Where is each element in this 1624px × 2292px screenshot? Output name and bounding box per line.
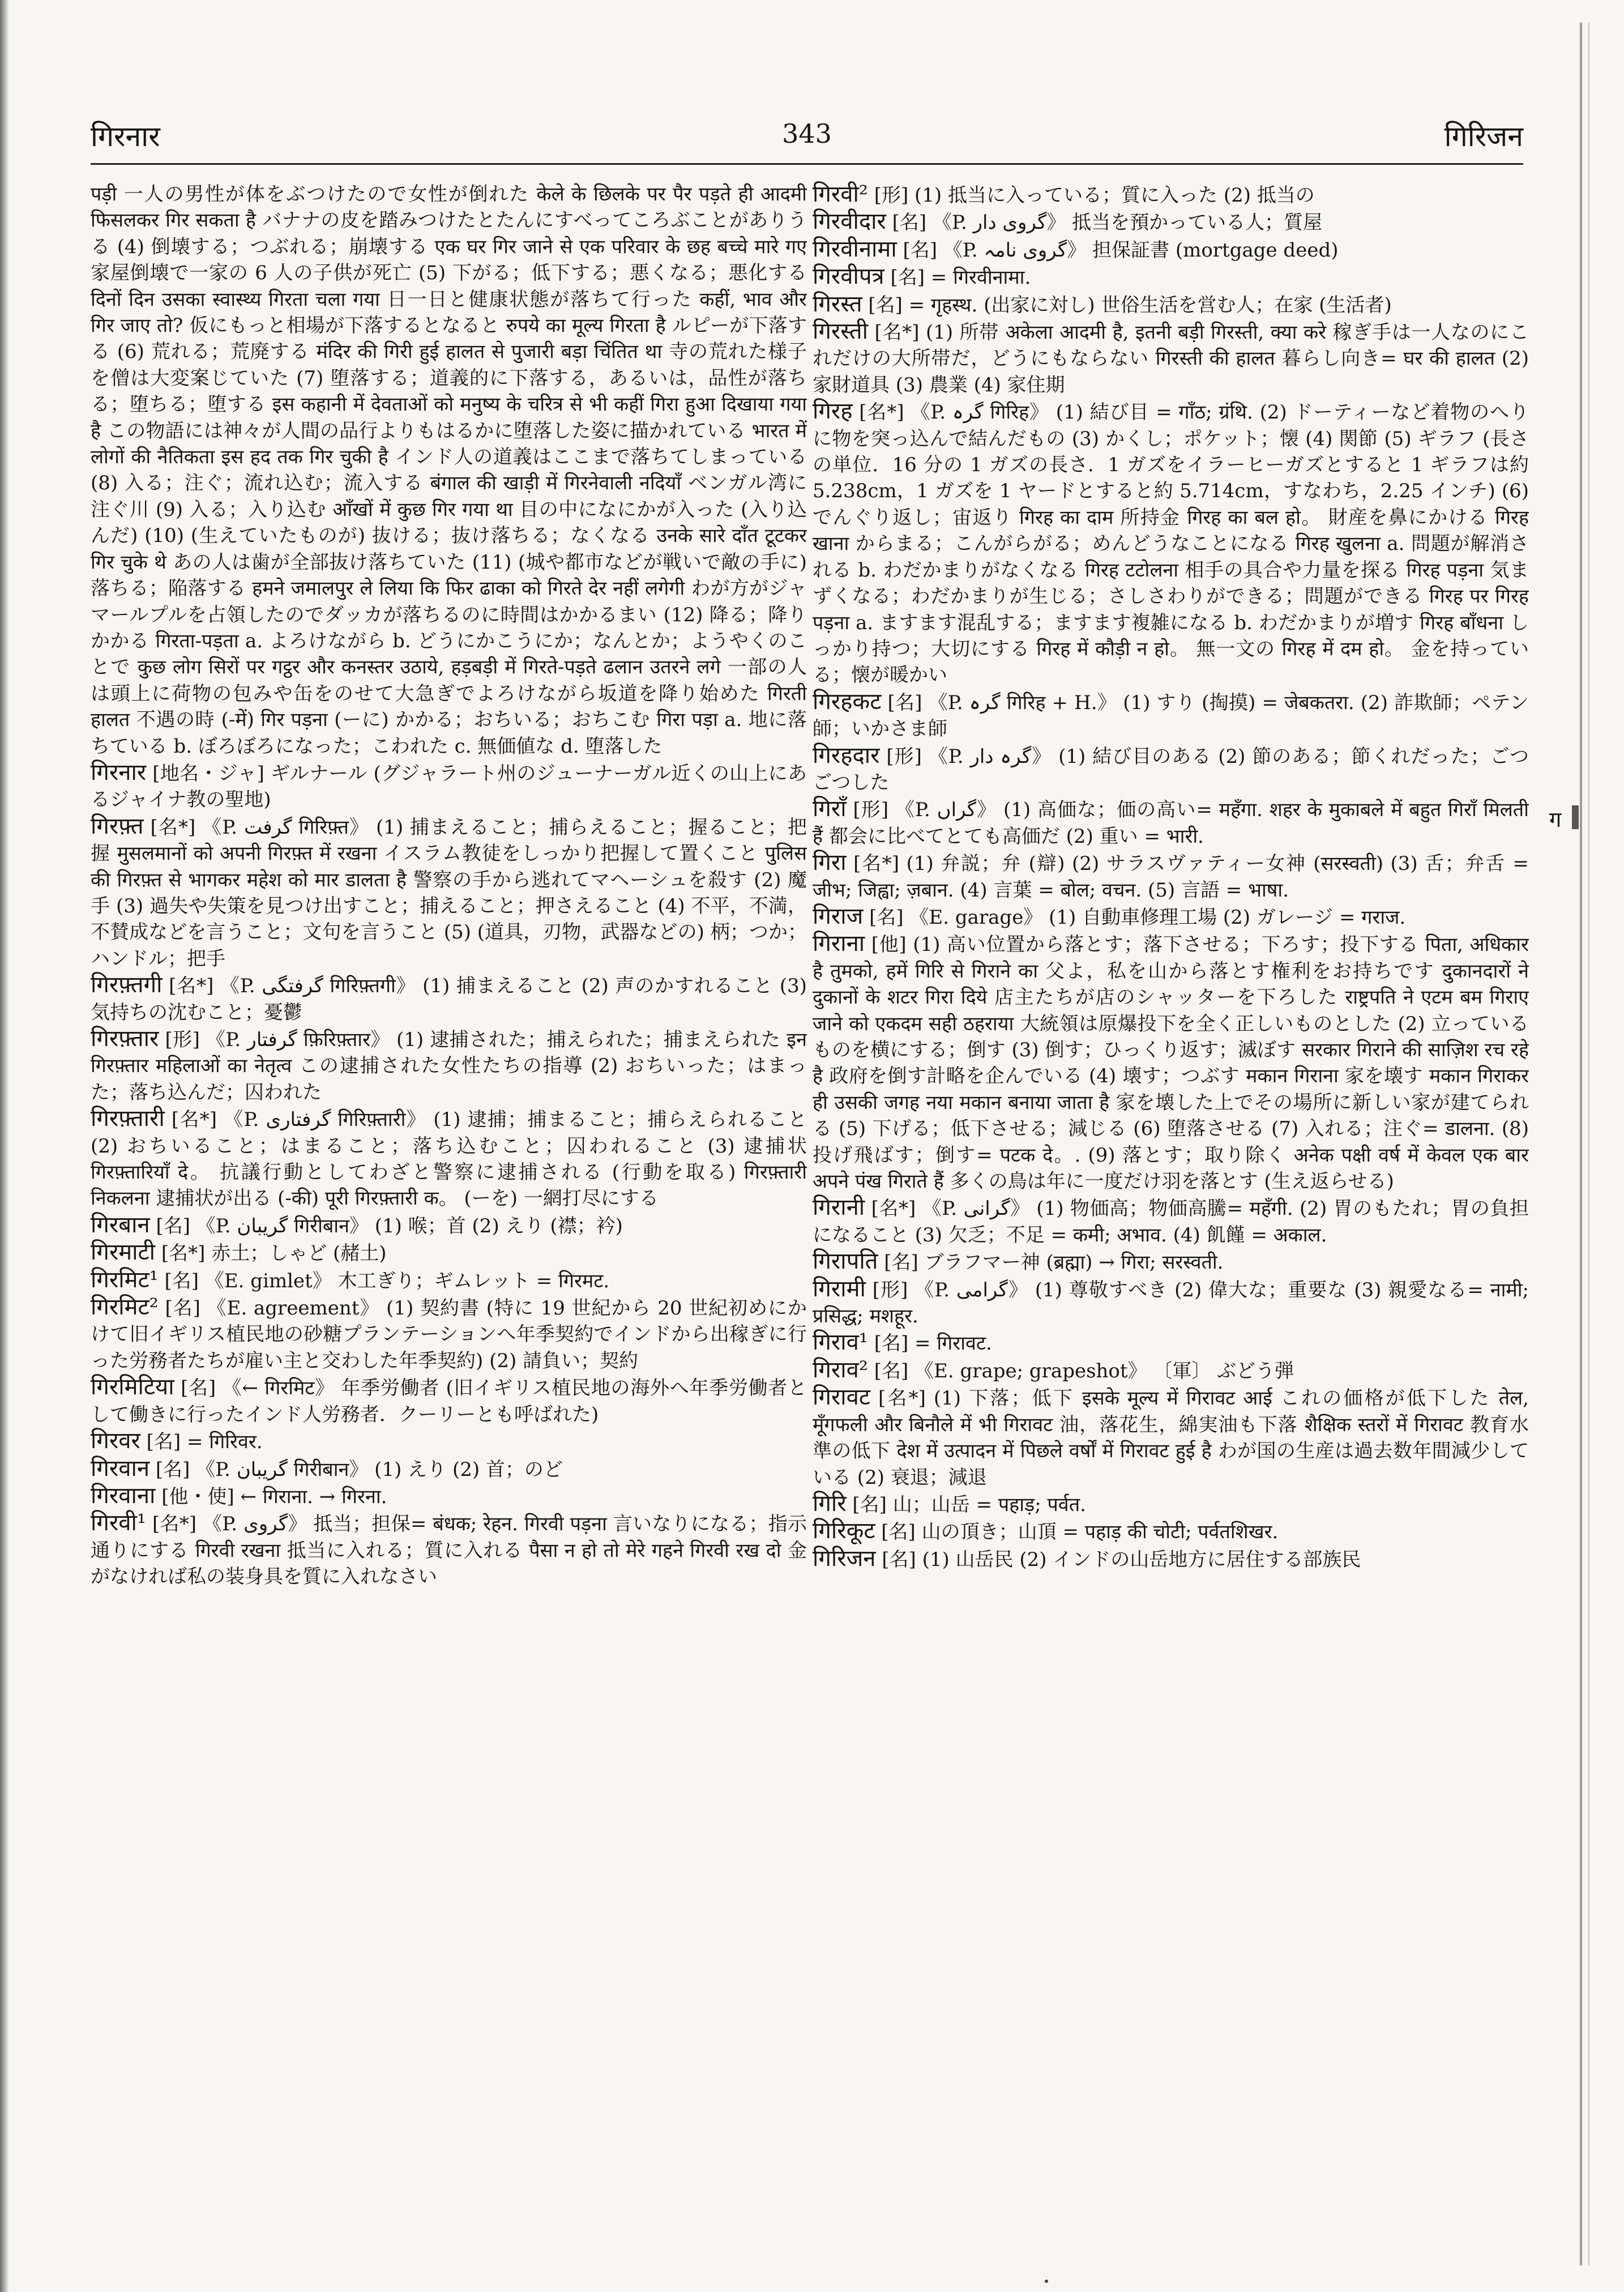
entry-definition: [名*] 赤土；しゃど (赭土): [161, 1242, 387, 1265]
entry-definition: [名] 《P. گروی نامہ》 担保証書 (mortgage deed): [903, 238, 1339, 262]
entry-headword: गिरामी: [813, 1275, 866, 1302]
entry-definition: [名] 《E. agreement》 (1) 契約書 (特に 19 世紀から 20 世紀初めにかけて旧イギリス植民地の砂糖プランテーションへ年季契約でインドから出稼ぎに行った労務者たちが雇い主と交わした年季契約) (2) 請負い；契約: [91, 1297, 807, 1372]
entry-headword: गिरानी: [813, 1194, 865, 1221]
dictionary-entry: [813, 291, 1529, 318]
dictionary-entry: [813, 1384, 1529, 1491]
entry-definition: पड़ी 一人の男性が体をぶつけたので女性が倒れた केले के छिलके पर पैर पड़ते ही आदमी फिसलकर गिर सकता है バナナの皮を踏みつけたとたんにすべってころぶことがありうる (4) 倒壊する；つぶれる；崩壊する एक घर गिर जाने से एक परिवार के छह बच्चे मारे गए 家屋倒壊で一家の 6 人の子供が死亡 (5) 下がる；低下する；悪くなる；悪化する दिनों दिन उसका स्वास्थ्य गिरता चला गया 日一日と健康状態が落ちて行った कहीं, भाव और गिर जाए तो? 仮にもっと相場が下落するとなると रुपये का मूल्य गिरता है ルピーが下落する (6) 荒れる；荒廃する मंदिर की गिरी हुई हालत से पुजारी बड़ा चिंतित था 寺の荒れた様子を僧は大変案じていた (7) 堕落する；道義的に下落する，あるいは，品性が落ちる；堕ちる；堕する इस कहानी में देवताओं को मनुष्य के चरित्र से भी कहीं गिरा हुआ दिखाया गया है この物語には神々が人間の品行よりもはるかに堕落した姿に描かれている भारत में लोगों की नैतिकता इस हद तक गिर चुकी है インド人の道義はここまで落ちてしまっている (8) 入る；注ぐ；流れ込む；流入する बंगाल की खाड़ी में गिरनेवाली नदियाँ ベンガル湾に注ぐ川 (9) 入る；入り込む आँखों में कुछ गिर गया था 目の中になにかが入った (入り込んだ) (10) (生えていたものが) 抜ける；抜け落ちる；なくなる उनके सारे दाँत टूटकर गिर चुके थे あの人は歯が全部抜け落ちていた (11) (城や都市などが戦いで敵の手に) 落ちる；陥落する हमने जमालपुर ले लिया कि फिर ढाका को गिरते देर नहीं लगेगी わが方がジャマールプルを占領したのでダッカが落ちるのに時間はかかるまい (12) 降る；降りかかる गिरता-पड़ता a. よろけながら b. どうにかこうにか；なんとか；ようやくのことで कुछ लोग सिरों पर गट्ठर और कनस्तर उठाये, हड़बड़ी में गिरते-पड़ते ढलान उतरने लगे 一部の人は頭上に荷物の包みや缶をのせて大急ぎでよろけながら坂道を降り始めた गिरती हालत 不遇の時 (-में) गिर पड़ना (ーに) かかる；おちいる；おちこむ गिरा पड़ा a. 地に落ちている b. ぼろぼろになった；こわれた c. 無価値な d. 堕落した: [91, 183, 807, 758]
entry-headword: गिरवीनामा: [813, 236, 897, 262]
entry-definition: [名] 《E. garage》 (1) 自動車修理工場 (2) ガレージ = गराज.: [869, 906, 1406, 929]
entry-headword: गिरस्ती: [813, 318, 868, 345]
right-column: [813, 181, 1529, 2243]
entry-definition: [名] ブラフマー神 (ब्रह्मा) → गिरा; सरस्वती.: [884, 1251, 1224, 1274]
dictionary-entry: [91, 1267, 807, 1294]
entry-headword: गिराव¹: [813, 1329, 868, 1356]
entry-definition: [名] 《P. گریبان गिरीबान》 (1) 喉；首 (2) えり (襟；衿): [156, 1214, 623, 1237]
entry-definition: [名*] 《P. گرفت गिरिफ़्त》 (1) 捕まえること；捕らえること；握ること；把握 मुसलमानों को अपनी गिरफ़्त में रखना イスラム教徒をしっかり把握して置くこと पुलिस की गिरफ़्त से भागकर महेश को मार डालता है 警察の手から逃れてマヘーシュを殺す (2) 魔手 (3) 過失や失策を見つけ出すこと；捕えること；押さえること (4) 不平，不満，不賛成などを言うこと；文句を言うこと (5) (道具，刃物，武器などの) 柄；つか；ハンドル；把手: [91, 816, 807, 970]
dictionary-entry: [813, 1194, 1529, 1248]
entry-definition: [名*] (1) 下落；低下 इसके मूल्य में गिरावट आई これの価格が低下した तेल, मूँगफली और बिनौले में भी गिरावट 油，落花生，綿実油も下落 शैक्षिक स्तरों में गिरावट 教育水準の低下 देश में उत्पादन में पिछले वर्षों में गिरावट हुई है わが国の生産は過去数年間減少している (2) 衰退；減退: [813, 1387, 1529, 1489]
dictionary-entry: [813, 742, 1529, 796]
entry-definition: [名*] 《P. گرفتگی गिरिफ़्तगी》 (1) 捕まえること (2) 声のかすれること (3) 気持ちの沈むこと；憂鬱: [91, 975, 807, 1024]
dictionary-entry: [91, 1374, 807, 1428]
dictionary-entry: [91, 759, 807, 813]
entry-headword: गिरा: [813, 850, 847, 876]
entry-definition: [名] = गृहस्थ. (出家に対し) 世俗生活を営む人；在家 (生活者): [868, 293, 1392, 317]
entry-definition: [名] 《P. گروی دار》 抵当を預かっている人；質屋: [892, 211, 1323, 234]
entry-headword: गिराना: [813, 931, 865, 957]
dictionary-entry: [813, 1518, 1529, 1545]
entry-headword: गिरवीपत्र: [813, 263, 884, 290]
entry-definition: [名] 山の頂き；山頂 = पहाड़ की चोटी; पर्वतशिखर.: [881, 1521, 1279, 1544]
left-column: [91, 181, 807, 2243]
entry-headword: गिरह: [813, 398, 853, 425]
entry-headword: गिरहकट: [813, 688, 882, 715]
entry-headword: गिराँ: [813, 796, 847, 822]
entry-definition: [地名・ジャ] ギルナール (グジャラート州のジューナーガル近くの山上にあるジャイナ教の聖地): [91, 762, 807, 812]
scan-edge-right: [1580, 23, 1582, 2265]
dictionary-entry: [91, 972, 807, 1026]
dictionary-entry: [813, 398, 1529, 688]
dictionary-entry: [91, 1026, 807, 1106]
entry-definition: [名] 山；山岳 = पहाड़; पर्वत.: [852, 1493, 1086, 1516]
dictionary-entry: [813, 1329, 1529, 1356]
dictionary-entry: [813, 903, 1529, 931]
page-number: 343: [782, 118, 832, 149]
dictionary-entry: [91, 1212, 807, 1239]
entry-headword: गिरफ़्तार: [91, 1026, 159, 1052]
dictionary-entry: [813, 1491, 1529, 1518]
dictionary-entry: [813, 796, 1529, 850]
entry-headword: गिरवान: [91, 1455, 150, 1482]
entry-headword: गिरफ़्त: [91, 813, 144, 839]
entry-headword: गिरवी²: [813, 181, 868, 207]
entry-definition: [他] (1) 高い位置から落とす；落下させる；下ろす；投下する पिता, अधिकार है तुमको, हमें गिरि से गिराने का 父よ，私を山から落とす権利をお持ちです दुकानदारों ने दुकानों के शटर गिरा दिये 店主たちが店のシャッターを下ろした राष्ट्रपति ने एटम बम गिराए जाने को एकदम सही ठहराया 大統領は原爆投下を全く正しいものとした (2) 立っているものを横にする；倒す (3) 倒す；ひっくり返す；滅ぼす सरकार गिराने की साज़िश रच रहे है 政府を倒す計略を企んでいる (4) 壊す；つぶす मकान गिराना 家を壊す मकान गिराकर ही उसकी जगह नया मकान बनाया जाता है 家を壊した上でその場所に新しい家が建てられる (5) 下げる；低下させる；減じる (6) 堕落させる (7) 入れる；注ぐ= डालना. (8) 投げ飛ばす；倒す= पटक दे。. (9) 落とす；取り除く अनेक पक्षी वर्ष में केवल एक बार अपने पंख गिराते हैं 多くの鳥は年に一度だけ羽を落とす (生え返らせる): [813, 933, 1529, 1193]
scan-edge-right-inner: [1588, 23, 1589, 2265]
dictionary-entry: [813, 1276, 1529, 1330]
dictionary-entry: [91, 1106, 807, 1212]
entry-definition: [名*] 《P. گرہ गिरिह》 (1) 結び目 = गाँठ; ग्रंथि. (2) ドーティーなど着物のへりに物を突っ込んで結んだもの (3) かくし；ポケット；懐 (4) 関節 (5) ギラフ (長さの単位．16 分の 1 ガズの長さ．1 ガズをイラーヒーガズとすると 1 ギラフは約 5.238cm，1 ガズを 1 ヤードとすると約 5.714cm，すなわち，2.25 インチ) (6) でんぐり返し；宙返り गिरह का दाम 所持金 गिरह का बल हो。 財産を鼻にかける गिरह खाना からまる；こんがらがる；めんどうなことになる गिरह खुलना a. 問題が解消される b. わだかまりがなくなる गिरह टटोलना 相手の具合や力量を探る गिरह पड़ना 気まずくなる；わだかまりが生じる；さしさわりができる；問題ができる गिरह पर गिरह पड़ना a. ますます混乱する；ますます複雑になる b. わだかまりが増す गिरह बाँधना しっかり持つ；大切にする गिरह में कौड़ी न हो。 無一文の गिरह में दम हो。 金を持っている；懐が暖かい: [813, 401, 1529, 687]
entry-headword: गिरमिट¹: [91, 1266, 159, 1293]
scan-dot: [1045, 2280, 1048, 2283]
entry-definition: [名*] (1) 弁説；弁 (辯) (2) サラスヴァティー女神 (सरस्वती) (3) 舌；弁舌 = जीभ; जिह्वा; ज़बान. (4) 言葉 = बोल; वचन. (5) 言語 = भाषा.: [813, 852, 1529, 902]
thumb-index-letter: ग: [1549, 807, 1562, 832]
header-rule: [91, 163, 1523, 165]
thumb-index-tab: [1549, 804, 1583, 833]
entry-definition: [他・使] ← गिराना. → गिरना.: [161, 1485, 387, 1508]
entry-definition: [名] 《P. گریبان गिरीबान》 (1) えり (2) 首；のど: [155, 1458, 563, 1481]
dictionary-entry: [813, 931, 1529, 1194]
entry-headword: गिरवीदार: [813, 208, 886, 235]
dictionary-entry: [813, 208, 1529, 236]
dictionary-entry: [91, 181, 807, 759]
entry-headword: गिरि: [813, 1490, 847, 1517]
entry-headword: गिरनार: [91, 759, 147, 786]
entry-definition: [名*] 《P. گرانی》 (1) 物価高；物価高騰= महँगी. (2) 胃のもたれ；胃の負担になること (3) 欠乏；不足 = कमी; अभाव. (4) 飢饉 = अकाल.: [813, 1197, 1529, 1247]
dictionary-entry: [91, 1510, 807, 1590]
dictionary-entry: [813, 1357, 1529, 1384]
entry-definition: [名] (1) 山岳民 (2) インドの山岳地方に居住する部族民: [882, 1548, 1361, 1571]
entry-headword: गिरमिट²: [91, 1294, 159, 1321]
entry-definition: [名*] 《P. گروی》 抵当；担保= बंधक; रेहन. गिरवी पड़ना 言いなりになる；指示通りにする गिरवी रखना 抵当に入れる；質に入れる पैसा न हो तो मेरे गहने गिरवी रख दो 金がなければ私の装身具を質に入れなさい: [91, 1513, 807, 1589]
dictionary-entry: [813, 236, 1529, 263]
entry-headword: गिरबान: [91, 1211, 150, 1238]
dictionary-entry: [91, 1428, 807, 1455]
dictionary-entry: [813, 181, 1529, 208]
entry-headword: गिरवाना: [91, 1482, 156, 1509]
dictionary-entry: [813, 689, 1529, 742]
entry-headword: गिरवी¹: [91, 1510, 146, 1536]
dictionary-entry: [91, 1239, 807, 1266]
entry-definition: [形] 《P. گرفتار फ़िरिफ़्तार》 (1) 逮捕された；捕えられた；捕まえられた इन गिरफ़्तार महिलाओं का नेतृत्व この逮捕された女性たちの指導 (2) おちいった；はまった；落ち込んだ；囚われた: [91, 1028, 807, 1104]
entry-headword: गिरमिटिया: [91, 1374, 174, 1401]
entry-headword: गिरवर: [91, 1428, 140, 1454]
scan-edge-left: [0, 0, 9, 2292]
entry-definition: [名] 《P. گرہ गिरिह + H.》 (1) すり (掏摸) = जेबकतरा. (2) 詐欺師；ペテン師；いかさま師: [813, 691, 1529, 741]
right-guide-word: गिरिजन: [1444, 120, 1523, 153]
entry-headword: गिरफ़्तगी: [91, 972, 163, 998]
dictionary-entry: [813, 1248, 1529, 1275]
entry-headword: गिरिकूट: [813, 1518, 875, 1544]
entry-definition: [名] 《E. grape; grapeshot》 〔軍〕 ぶどう弾: [874, 1359, 1294, 1382]
entry-headword: गिरिजन: [813, 1545, 876, 1572]
entry-headword: गिरापति: [813, 1248, 878, 1275]
entry-headword: गिरस्त: [813, 291, 862, 317]
thumb-index-bar: [1572, 805, 1579, 829]
dictionary-entry: [91, 1294, 807, 1374]
dictionary-entry: [813, 263, 1529, 291]
dictionary-entry: [91, 1456, 807, 1483]
entry-definition: [名] 《← गिरमिट》 年季労働者 (旧イギリス植民地の海外へ年季労働者として働きに行ったインド人労務者．クーリーとも呼ばれた): [91, 1377, 807, 1426]
entry-definition: [名] = गिरवीनामा.: [890, 266, 1031, 289]
entry-definition: [名*] 《P. گرفتاری गिरिफ़्तारी》 (1) 逮捕；捕まること；捕らえられること (2) おちいること；はまること；落ち込むこと；囚われること (3) 逮捕状 गिरफ़्तारियाँ दे。 抗議行動としてわざと警察に逮捕される (行動を取る) गिरफ़्तारी निकलना 逮捕状が出る (-की) पूरी गिरफ़्तारी क。 (ーを) 一網打尽にする: [91, 1108, 807, 1210]
left-guide-word: गिरनार: [91, 120, 160, 153]
entry-headword: गिरहदार: [813, 742, 880, 769]
dictionary-entry: [91, 813, 807, 972]
entry-definition: [形] 《P. گراں》 (1) 高価な；価の高い= महँगा. शहर के मुकाबले में बहुत गिराँ मिलती हैं 都会に比べてとても高価だ (2) 重い = भारी.: [813, 799, 1529, 848]
entry-headword: गिरफ़्तारी: [91, 1106, 165, 1132]
entry-definition: [名] = गिरिवर.: [146, 1431, 263, 1454]
entry-headword: गिराव²: [813, 1356, 868, 1383]
entry-headword: गिराज: [813, 903, 864, 929]
entry-definition: [形] 《P. گرامی》 (1) 尊敬すべき (2) 偉大な；重要な (3) 親愛なる= नामी; प्रसिद्ध; मशहूर.: [813, 1278, 1529, 1328]
dictionary-entry: [813, 1546, 1529, 1573]
entry-definition: [名*] (1) 所帯 अकेला आदमी है, इतनी बड़ी गिरस्ती, क्या करे 稼ぎ手は一人なのにこれだけの大所帯だ，どうにもならない गिरस्ती की हालत 暮らし向き= घर की हालत (2) 家財道具 (3) 農業 (4) 家住期: [813, 321, 1529, 396]
entry-definition: [形] 《P. گرہ دار》 (1) 結び目のある (2) 節のある；節くれだった；ごつごつした: [813, 745, 1529, 794]
dictionary-entry: [91, 1483, 807, 1510]
dictionary-entry: [813, 850, 1529, 903]
dictionary-entry: [813, 318, 1529, 398]
entry-definition: [名] = गिरावट.: [874, 1332, 992, 1355]
entry-headword: गिरमाटी: [91, 1239, 156, 1266]
page-header: [91, 116, 1523, 161]
entry-headword: गिरावट: [813, 1384, 870, 1411]
entry-definition: [形] (1) 抵当に入っている；質に入った (2) 抵当の: [874, 184, 1315, 207]
entry-definition: [名] 《E. gimlet》 木工ぎり；ギムレット = गिरमट.: [164, 1269, 610, 1292]
